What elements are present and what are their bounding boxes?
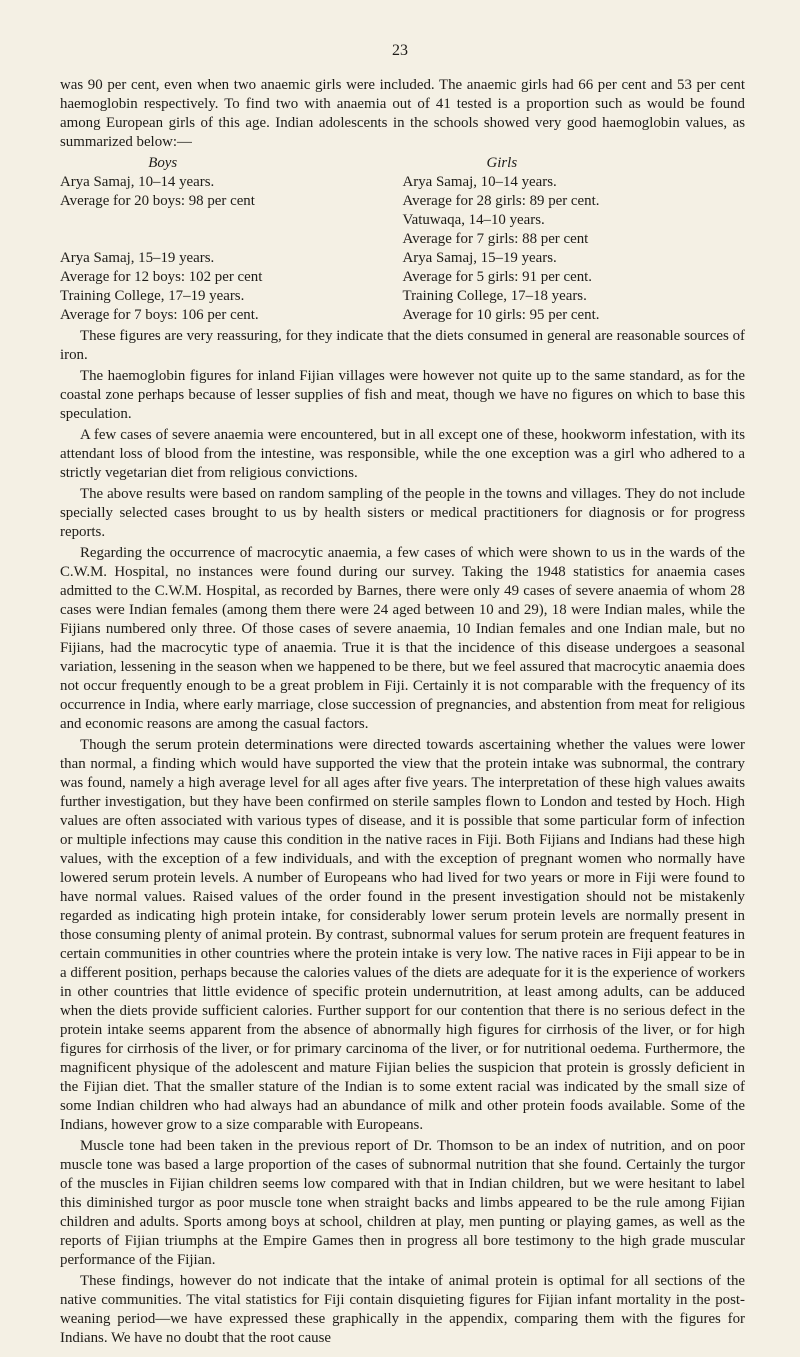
paragraph: Though the serum protein determinations were directed towards ascertaining whether the values were lower than normal, a finding which would have supported the view that the protein intake was subnormal, the contrary was found, namely a high average level for all ages after five years. The interpretation of these high values awaits further investigation, but they have been confirmed on sterile samples flown to London and tested by Hoch. High values are often associated with various types of disease, and it is possible that some particular form of infection or multiple infections may cause this condition in the native races in Fiji. Both Fijians and Indians had these high values, with the exception of a few individuals, and with the exception of pregnant women who normally have lowered serum protein levels. A number of Europeans who had lived for two years or more in Fiji were found to have normal values. Raised values of the order found in the present investigation should not be mistakenly regarded as indicating high protein intake, for considerably lower serum protein levels are normally present in those consuming plenty of animal protein. By contrast, subnormal values for serum protein are frequent features in certain communities in other countries where the protein intake is very low. The native races in Fiji appear to be in a different position, perhaps because the calories values of the diets are adequate for it is the experience of workers in other countries that little evidence of specific protein undernutrition, at least among adults, can be adduced when the diets provide sufficient calories. Further support for our contention that there is no serious defect in the protein intake seems apparent from the absence of abnormally high figures for cirrhosis of the liver, or for high figures for cirrhosis of the liver, or for primary carcinoma of the liver, or for nutritional oedema. Furthermore, the magnificent physique of the adolescent and mature Fijian belies the suspicion that protein is grossly deficient in the Fijian diet. That the smaller stature of the Indian is to some extent racial was indicated by the small size of some Indian children who had always had an abundance of milk and other protein foods available. Some of the Indians, however grow to a size comparable with Europeans. [60,737,745,1133]
boys-entry: Arya Samaj, 15–19 years. [60,250,215,266]
boys-spacer [60,230,403,249]
page-number: 23 [392,42,408,59]
girls-entry: Training College, 17–18 years. [402,288,587,304]
paragraph: Regarding the occurrence of macrocytic anaemia, a few cases of which were shown to us in the wards of the C.W.M. Hospital, no instances were found during our survey. Taking the 1948 statistics for anaemia cases admitted to the C.W.M. Hospital, as recorded by Barnes, there were only 49 cases of severe anaemia of whom 28 cases were Indian females (among them there were 24 aged between 10 and 29), 18 were Indian males, while the Fijians numbered only three. Of those cases of severe anaemia, 10 Indian females and one Indian male, but no Fijians, had the macrocytic type of anaemia. True it is that the incidence of this disease undergoes a seasonal variation, lessening in the season when we happened to be there, but we feel assured that macrocytic anaemia does not occur frequently enough to be a great problem in Fiji. Certainly it is not comparable with the frequency of its occurrence in India, where early marriage, close succession of pregnancies, and abstention from meat for religious and economic reasons are among the casual factors. [60,545,745,732]
girls-heading: Girls [486,155,518,171]
haemoglobin-summary [60,154,745,325]
girls-entry: Vatuwaqa, 14–10 years. [402,212,545,228]
girls-entry: Arya Samaj, 10–14 years. [402,174,557,190]
intro-paragraph: was 90 per cent, even when two anaemic girls were included. The anaemic girls had 66 per cent and 53 per cent haemoglobin respectively. To find two with anaemia out of 41 tested is a proportion such as would be found among European girls of this age. Indian adolescents in the schools showed very good haemoglobin values, as summarized below:— [60,77,745,150]
girls-entry: Average for 10 girls: 95 per cent. [402,307,600,323]
girls-column [403,154,746,325]
boys-entry: Average for 20 boys: 98 per cent [60,193,255,209]
paragraph: These figures are very reassuring, for they indicate that the diets consumed in general are reasonable sources of iron. [60,328,745,363]
paragraph: A few cases of severe anaemia were encountered, but in all except one of these, hookworm infestation, with its attendant loss of blood from the intestine, was responsible, while the one exception was a girl who adhered to a strictly vegetarian diet from religious convictions. [60,427,745,481]
girls-entry: Average for 7 girls: 88 per cent [402,231,589,247]
boys-spacer [60,211,403,230]
girls-entry: Arya Samaj, 15–19 years. [402,250,557,266]
girls-entry: Average for 28 girls: 89 per cent. [402,193,600,209]
boys-entry: Average for 12 boys: 102 per cent [60,269,263,285]
body-text [60,76,745,1350]
boys-entry: Arya Samaj, 10–14 years. [60,174,215,190]
boys-entry: Training College, 17–19 years. [60,288,245,304]
paragraph: Muscle tone had been taken in the previous report of Dr. Thomson to be an index of nutrition, and on poor muscle tone was based a large proportion of the cases of subnormal nutrition that she found. Certainly the turgor of the muscles in Fijian children seems low compared with that in Indian children, but we were hesitant to label this diminished turgor as poor muscle tone when straight backs and limbs appeared to be the rule among Fijian children and adults. Sports among boys at school, children at play, men punting or playing games, as well as the reports of Fijian triumphs at the Empire Games then in progress all bore testimony to the high grade muscular performance of the Fijian. [60,1138,745,1268]
paragraph: The haemoglobin figures for inland Fijian villages were however not quite up to the same standard, as for the coastal zone perhaps because of lesser supplies of fish and meat, though we have no figures on which to base this speculation. [60,368,745,422]
boys-entry: Average for 7 boys: 106 per cent. [60,307,259,323]
paragraph: The above results were based on random sampling of the people in the towns and villages. They do not include specially selected cases brought to us by health sisters or medical practitioners for diagnosis or for progress reports. [60,486,745,540]
paragraph: These findings, however do not indicate that the intake of animal protein is optimal for all sections of the native communities. The vital statistics for Fiji contain disquieting figures for Fijian infant mortality in the post-weaning period—we have expressed these graphically in the appendix, comparing them with the figures for Indians. We have no doubt that the root cause [60,1273,745,1346]
boys-column [60,154,403,325]
boys-heading: Boys [148,155,178,171]
girls-entry: Average for 5 girls: 91 per cent. [402,269,593,285]
